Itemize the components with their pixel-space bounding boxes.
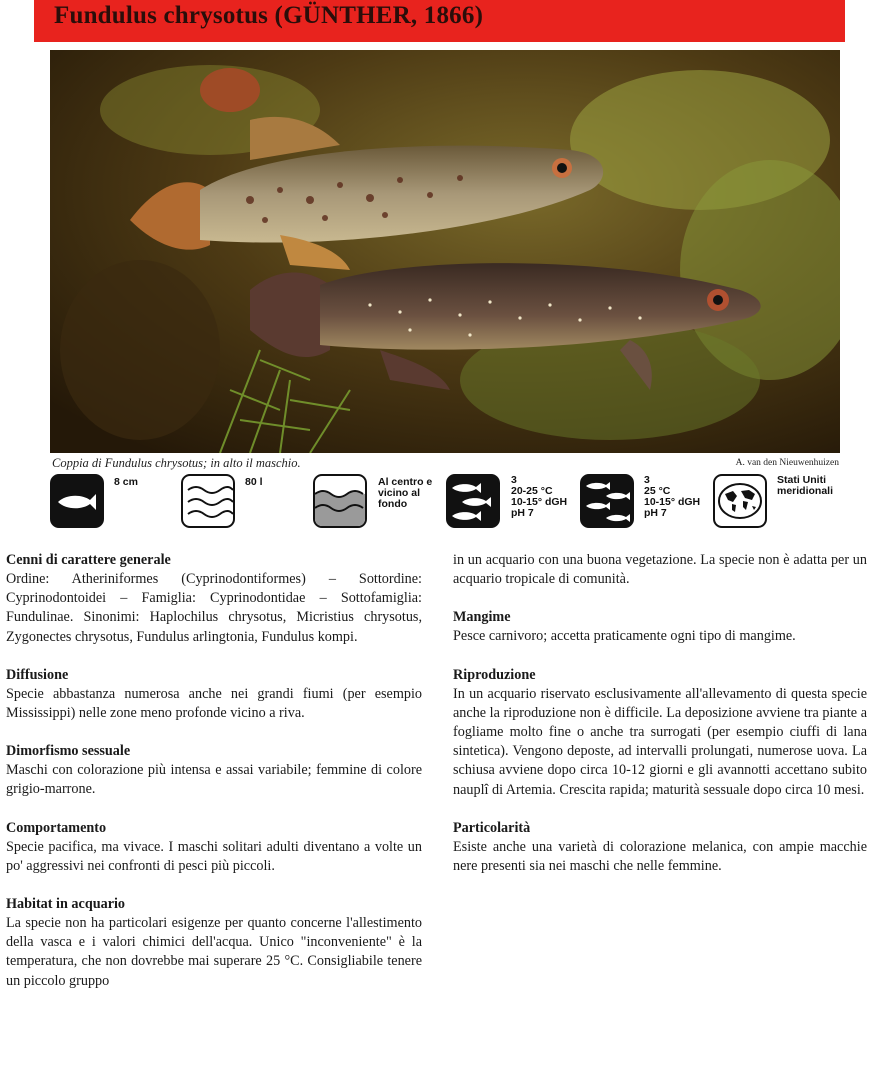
section-heading: Mangime — [453, 609, 511, 626]
section-text: In un acquario riservato esclusivamente all'allevamento di questa specie anche la riproduzione non è difficile. La deposizione avviene tra piante a fogliame molto fine o anche tra surrogati (per esempio ciuffi di lana sintetica). Vengono deposte, ad intervalli prolungati, numerose uova. La schiusa avviene dopo circa 10-12 giorni e gli avannotti accettano subito nauplî di Artemia. Crescita rapida; maturità sessuale dopo circa 10 mesi. — [453, 685, 867, 798]
section-particularities — [453, 819, 867, 876]
origin-label: Stati Uniti meridionali — [777, 474, 834, 497]
section-text: La specie non ha particolari esigenze per quanto concerne l'allestimento della vasca e i valori chimici dell'acqua. Unico "inconveniente" è la temperatura, che non dovrebbe mai superare 25 °C. Consigliabile tenere un piccolo gruppo — [6, 915, 422, 989]
section-text: Specie pacifica, ma vivace. I maschi solitari adulti diventano a volte un po' aggressivi nei confronti di pesci più piccoli. — [6, 838, 422, 874]
section-heading: Habitat in acquario — [6, 896, 126, 913]
photo-credit: A. van den Nieuwenhuizen — [735, 458, 839, 468]
swim-zone-icon — [313, 474, 367, 528]
section-general — [6, 551, 422, 647]
tank-volume-icon — [181, 474, 235, 528]
section-behaviour — [6, 819, 422, 876]
breeding-conditions-label: 3 25 °C 10-15° dGH pH 7 — [644, 474, 701, 519]
swim-zone-label: Al centro e vicino al fondo — [378, 476, 433, 510]
section-text: Esiste anche una varietà di colorazione melanica, con ampie macchie nere presenti sia nei maschi che nelle femmine. — [453, 838, 867, 875]
right-column — [453, 551, 867, 895]
water-conditions-icon — [446, 474, 500, 528]
photo-caption: Coppia di Fundulus chrysotus; in alto il maschio. — [52, 456, 301, 470]
section-reproduction — [453, 666, 867, 800]
world-map-icon — [713, 474, 767, 528]
left-column — [6, 551, 422, 1010]
section-text: Ordine: Atheriniformes (Cyprinodontiformes) – Sottordine: Cyprinodontoidei – Famiglia: Cyprinodontidae – Sottofamiglia: Fundulinae. Sinonimi: Haplochilus chrysotus, Micristius chrysotus, Zygonectes chrysotus, Fundulus arlingtonia, Fundulus kompi. — [6, 571, 422, 645]
fish-photo — [50, 50, 840, 453]
section-text: Maschi con colorazione più intensa e assai variabile; femmine di colore grigio-marrone. — [6, 762, 422, 798]
water-conditions-label: 3 20-25 °C 10-15° dGH pH 7 — [511, 474, 568, 519]
section-distribution — [6, 666, 422, 723]
volume-label: 80 l — [245, 476, 263, 488]
page-title: Fundulus chrysotus (GÜNTHER, 1866) — [54, 2, 484, 29]
section-heading: Dimorfismo sessuale — [6, 743, 131, 760]
size-label: 8 cm — [114, 476, 138, 488]
section-heading: Comportamento — [6, 819, 107, 836]
section-habitat — [6, 895, 422, 991]
section-text: Pesce carnivoro; accetta praticamente ogni tipo di mangime. — [453, 628, 796, 645]
section-text: Specie abbastanza numerosa anche nei grandi fiumi (per esempio Mississippi) nelle zone meno profonde vicino a riva. — [6, 685, 422, 722]
section-dimorphism — [6, 742, 422, 799]
section-heading: Riproduzione — [453, 666, 536, 683]
section-heading: Particolarità — [453, 819, 531, 836]
fish-size-icon — [50, 474, 104, 528]
breeding-conditions-icon — [580, 474, 634, 528]
title-bar — [34, 0, 845, 42]
section-heading: Cenni di carattere generale — [6, 552, 171, 568]
habitat-continuation — [453, 551, 867, 589]
section-heading: Diffusione — [6, 666, 69, 683]
section-food — [453, 608, 867, 646]
section-text: in un acquario con una buona vegetazione. La specie non è adatta per un acquario tropicale di comunità. — [453, 552, 867, 588]
